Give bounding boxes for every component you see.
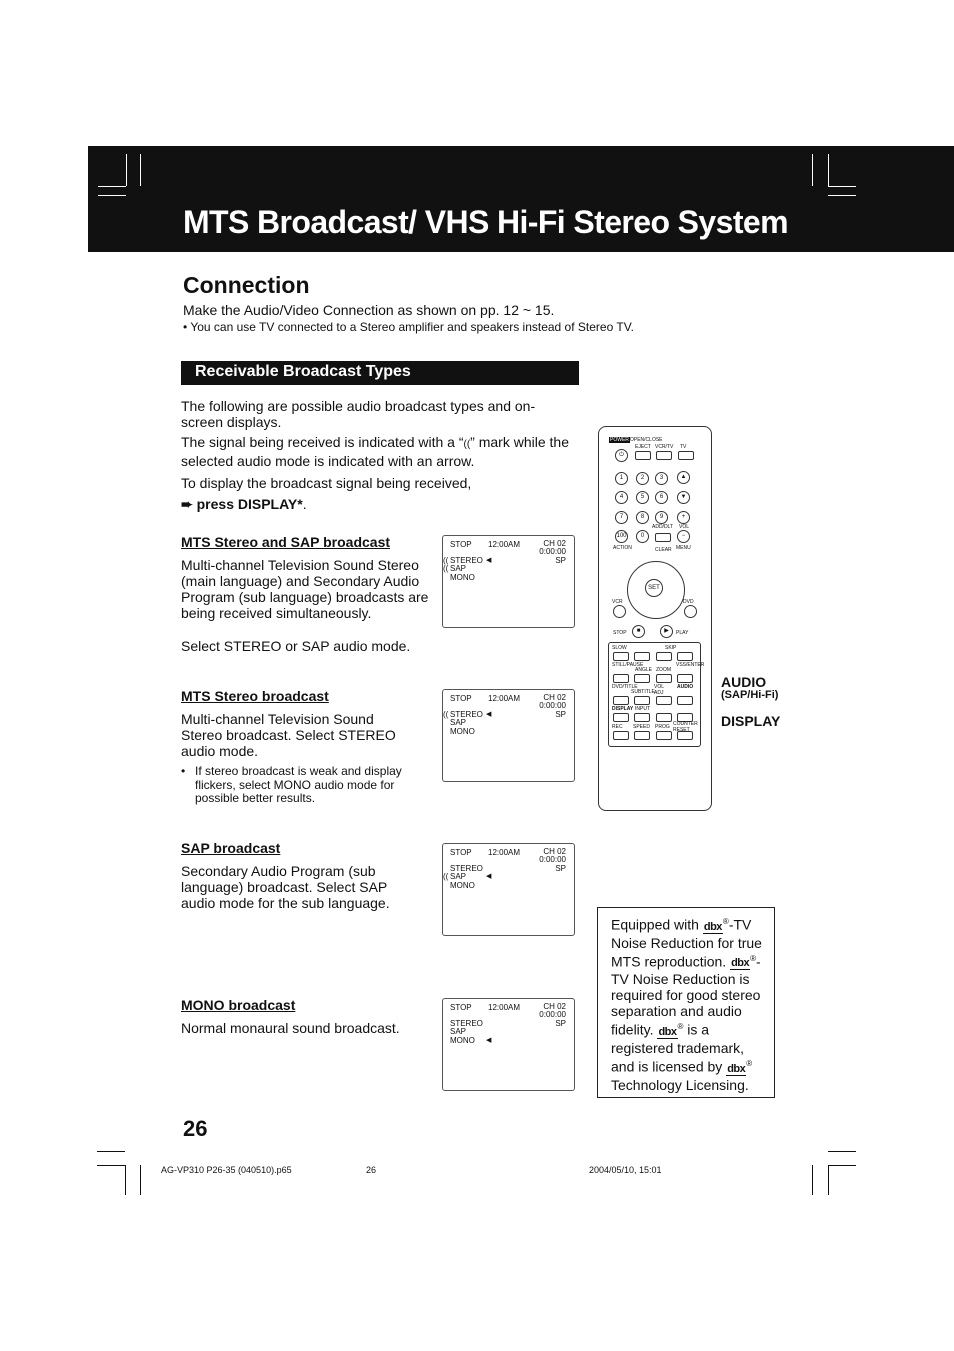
osd-speed: SP	[555, 864, 566, 873]
receivable-paragraph-3: To display the broadcast signal being received,	[181, 475, 472, 491]
rec-label: REC	[612, 724, 623, 730]
speed-label: SPEED	[633, 724, 650, 730]
channel-down-button[interactable]: ▼	[677, 491, 690, 504]
selection-arrow-icon: ◀	[486, 873, 492, 880]
crop-mark	[140, 154, 141, 186]
open-close-label: OPEN/CLOSE	[630, 437, 663, 443]
section-text: Multi-channel Television Sound Stereo broadcast. Select STEREO audio mode.	[181, 711, 396, 759]
dvd-title-label: DVD/TITLE	[612, 684, 638, 690]
volume-down-button[interactable]: −	[677, 530, 690, 543]
broadcast-signal-icon: ((	[463, 439, 471, 450]
page-title: MTS Broadcast/ VHS Hi-Fi Stereo System	[183, 204, 788, 240]
connection-bullet: • You can use TV connected to a Stereo amplifier and speakers instead of Stereo TV.	[183, 320, 634, 334]
power-button[interactable]: ⏻	[615, 449, 628, 462]
osd-channel: CH 02	[543, 847, 566, 856]
counter-reset-label: COUNTER RESET	[673, 721, 698, 733]
crop-mark	[828, 154, 829, 186]
still-pause-label: STILL/PAUSE	[612, 662, 644, 668]
dbx-text: Technology Licensing.	[611, 1076, 749, 1093]
dbx-logo: dbx	[703, 920, 722, 933]
p2-end: ” mark while the selected audio mode is indicated with an arrow.	[181, 434, 569, 469]
input-label: INPUT	[635, 706, 650, 712]
speed-button[interactable]	[634, 731, 650, 740]
osd-sap: SAP	[450, 564, 467, 573]
section-text-2: Select STEREO or SAP audio mode.	[181, 638, 411, 654]
number-button[interactable]: 0	[636, 530, 649, 543]
osd-stereo: STEREO	[450, 1019, 483, 1028]
remote-control	[598, 426, 712, 811]
broadcast-signal-icon: ((	[443, 710, 449, 719]
channel-up-button[interactable]: ▲	[677, 471, 690, 484]
fast-forward-button[interactable]	[634, 652, 650, 661]
crop-mark	[828, 1165, 856, 1166]
section-heading: MTS Stereo and SAP broadcast	[181, 534, 391, 550]
osd-channel: CH 02	[543, 1002, 566, 1011]
osd-mono: MONO	[450, 881, 475, 890]
osd-stereo: STEREO	[450, 556, 483, 565]
osd-speed: SP	[555, 556, 566, 565]
osd-stereo: STEREO	[450, 864, 483, 873]
input-button[interactable]	[634, 713, 650, 722]
zoom-label: ZOOM	[656, 667, 671, 673]
prog-button[interactable]	[656, 731, 672, 740]
section-heading: MONO broadcast	[181, 997, 296, 1013]
number-button[interactable]: 100	[615, 530, 628, 543]
footer-file: AG-VP310 P26-35 (040510).p65	[161, 1165, 292, 1175]
osd-sap: SAP	[450, 1027, 467, 1036]
dvd-label: DVD	[683, 599, 694, 605]
dvd-button[interactable]	[684, 605, 697, 618]
connection-heading: Connection	[183, 272, 310, 298]
receivable-paragraph-1: The following are possible audio broadcast types and on-screen displays.	[181, 398, 536, 430]
menu-label: MENU	[676, 545, 691, 551]
press-display-text: press DISPLAY*	[196, 496, 303, 512]
page-number: 26	[183, 1116, 208, 1141]
vcr-tv-button[interactable]	[656, 451, 672, 460]
osd-stop: STOP	[450, 848, 472, 857]
skip-forward-button[interactable]	[677, 652, 693, 661]
osd-time: 12:00AM	[488, 1003, 521, 1012]
registered-mark: ®	[677, 1022, 684, 1032]
vol-adj-label: VOL ADJ	[654, 684, 664, 696]
number-button[interactable]: 8	[636, 511, 649, 524]
volume-up-button[interactable]: +	[677, 511, 690, 524]
rewind-button[interactable]	[613, 652, 629, 661]
osd-time: 12:00AM	[488, 848, 521, 857]
osd-stereo: STEREO	[450, 710, 483, 719]
dbx-logo: dbx	[727, 1062, 746, 1075]
osd-channel: CH 02	[543, 539, 566, 548]
osd-time: 12:00AM	[488, 540, 521, 549]
crop-mark	[812, 154, 813, 186]
prog-label: PROG	[655, 724, 670, 730]
clear-label: CLEAR	[655, 547, 672, 553]
section-text: Normal monaural sound broadcast.	[181, 1020, 400, 1036]
tv-button[interactable]	[678, 451, 694, 460]
osd-speed: SP	[555, 1019, 566, 1028]
dbx-logo: dbx	[658, 1025, 677, 1038]
number-button[interactable]: 1	[615, 472, 628, 485]
osd-screen-stereo	[442, 689, 575, 782]
play-label: PLAY	[676, 630, 689, 636]
add-dlt-label: ADD/DLT	[652, 524, 674, 530]
dbx-text: -TV Noise Reduction is required for good stereo separation and audio fidelity.	[611, 953, 761, 1038]
number-button[interactable]: 6	[655, 491, 668, 504]
power-label: POWER	[610, 437, 629, 443]
osd-time: 12:00AM	[488, 694, 521, 703]
receivable-heading: Receivable Broadcast Types	[195, 363, 411, 380]
stop-button[interactable]: ■	[632, 625, 645, 638]
osd-sap: SAP	[450, 718, 467, 727]
osd-screen-mono	[442, 998, 575, 1091]
dbx-text: Equipped with	[611, 916, 703, 933]
registered-mark: ®	[750, 953, 757, 963]
osd-screen-sap	[442, 843, 575, 936]
counter-reset-button[interactable]	[677, 731, 693, 740]
vss-enter-button[interactable]	[677, 674, 693, 683]
receivable-heading-bar	[181, 361, 579, 385]
crop-mark	[828, 1165, 829, 1195]
osd-mono: MONO	[450, 1036, 475, 1045]
footer-date: 2004/05/10, 15:01	[589, 1165, 662, 1175]
audio-button[interactable]	[677, 696, 693, 705]
osd-mono: MONO	[450, 727, 475, 736]
eject-label: EJECT	[635, 444, 651, 450]
osd-counter: 0:00:00	[539, 855, 566, 864]
vcr-tv-label: VCR/TV	[655, 444, 674, 450]
play-button[interactable]: ▶	[660, 625, 673, 638]
osd-stop: STOP	[450, 1003, 472, 1012]
skip-label: SKIP	[665, 645, 677, 651]
pause-button[interactable]	[613, 674, 629, 683]
registered-mark: ®	[722, 917, 729, 926]
number-button[interactable]: 2	[636, 472, 649, 485]
section-text: Multi-channel Television Sound Stereo (main language) and Secondary Audio Program (sub language) broadcasts are being received simultaneously.	[181, 557, 429, 621]
zoom-button[interactable]	[656, 674, 672, 683]
search-button[interactable]	[656, 713, 672, 722]
osd-channel: CH 02	[543, 693, 566, 702]
p2-start: The signal being received is indicated with a “	[181, 434, 464, 450]
osd-stop: STOP	[450, 694, 472, 703]
rec-button[interactable]	[613, 731, 629, 740]
broadcast-signal-icon: ((	[443, 564, 449, 573]
selection-arrow-icon: ◀	[486, 1037, 492, 1044]
dbx-logo: dbx	[731, 957, 750, 970]
vss-enter-label: VSS/ENTER	[676, 662, 705, 668]
osd-counter: 0:00:00	[539, 1010, 566, 1019]
number-button[interactable]: 5	[636, 491, 649, 504]
receivable-paragraph-2	[181, 434, 577, 469]
angle-label: ANGLE	[635, 667, 652, 673]
eject-button[interactable]	[635, 451, 651, 460]
selection-arrow-icon: ◀	[486, 557, 492, 564]
subtitle-button[interactable]	[634, 696, 650, 705]
crop-mark	[126, 154, 127, 186]
crop-mark	[98, 195, 126, 196]
section-heading: SAP broadcast	[181, 840, 281, 856]
press-display-end: .	[302, 496, 307, 512]
number-button[interactable]: 4	[615, 491, 628, 504]
stop-label: STOP	[613, 630, 627, 636]
broadcast-signal-icon: ((	[443, 556, 449, 565]
selection-arrow-icon: ◀	[486, 711, 492, 718]
vol-adj-button[interactable]	[656, 696, 672, 705]
osd-sap: SAP	[450, 872, 467, 881]
action-label: ACTION	[613, 545, 632, 551]
crop-mark	[812, 1165, 813, 1195]
vcr-button[interactable]	[613, 605, 626, 618]
section-text: Secondary Audio Program (sub language) broadcast. Select SAP audio mode for the sub language.	[181, 863, 390, 911]
vol-label: VOL	[679, 524, 690, 530]
connection-intro: Make the Audio/Video Connection as shown on pp. 12 ~ 15.	[183, 302, 555, 318]
set-button[interactable]: SET	[645, 579, 663, 597]
dbx-text: is a registered trademark, and is licensed by	[611, 1021, 745, 1075]
display-button[interactable]	[613, 713, 629, 722]
skip-back-button[interactable]	[656, 652, 672, 661]
footer-page: 26	[366, 1165, 377, 1175]
crop-mark	[125, 1165, 126, 1195]
lower-panel	[608, 642, 705, 747]
arrow-right-icon: ➨	[181, 496, 193, 512]
slow-label: SLOW	[612, 645, 627, 651]
crop-mark	[97, 1165, 125, 1166]
crop-mark	[97, 1151, 125, 1152]
osd-stop: STOP	[450, 540, 472, 549]
angle-button[interactable]	[634, 674, 650, 683]
number-button[interactable]: 3	[655, 472, 668, 485]
title-button[interactable]	[613, 696, 629, 705]
tv-label: TV	[680, 444, 687, 450]
number-button[interactable]: 7	[615, 511, 628, 524]
number-button[interactable]: 9	[655, 511, 668, 524]
dbx-note-text	[611, 914, 769, 1093]
note-bullet: •	[181, 764, 186, 778]
osd-mono: MONO	[450, 573, 475, 582]
broadcast-signal-icon: ((	[443, 872, 449, 881]
add-dlt-button[interactable]	[655, 533, 671, 542]
crop-mark	[98, 186, 126, 187]
display-callout: DISPLAY	[721, 713, 781, 729]
audio-callout: AUDIO	[721, 674, 767, 690]
osd-counter: 0:00:00	[539, 701, 566, 710]
vcr-label: VCR	[612, 599, 623, 605]
section-note: If stereo broadcast is weak and display flickers, select MONO audio mode for possible better results.	[195, 764, 402, 805]
crop-mark	[140, 1165, 141, 1195]
crop-mark	[828, 195, 856, 196]
registered-mark: ®	[746, 1058, 753, 1068]
section-heading: MTS Stereo broadcast	[181, 688, 329, 704]
subtitle-label: SUBTITLE	[631, 689, 655, 695]
crop-mark	[828, 1151, 856, 1152]
osd-counter: 0:00:00	[539, 547, 566, 556]
osd-speed: SP	[555, 710, 566, 719]
crop-mark	[828, 186, 856, 187]
press-display-line	[181, 496, 307, 512]
audio-callout-sub: (SAP/Hi-Fi)	[721, 689, 779, 701]
display-label: DISPLAY	[612, 706, 634, 712]
audio-label: AUDIO	[677, 684, 694, 690]
dbx-text: -TV Noise Reduction for true MTS reproduction.	[611, 916, 762, 970]
dbx-note-box	[597, 907, 775, 1098]
osd-screen-stereo-sap	[442, 535, 575, 628]
